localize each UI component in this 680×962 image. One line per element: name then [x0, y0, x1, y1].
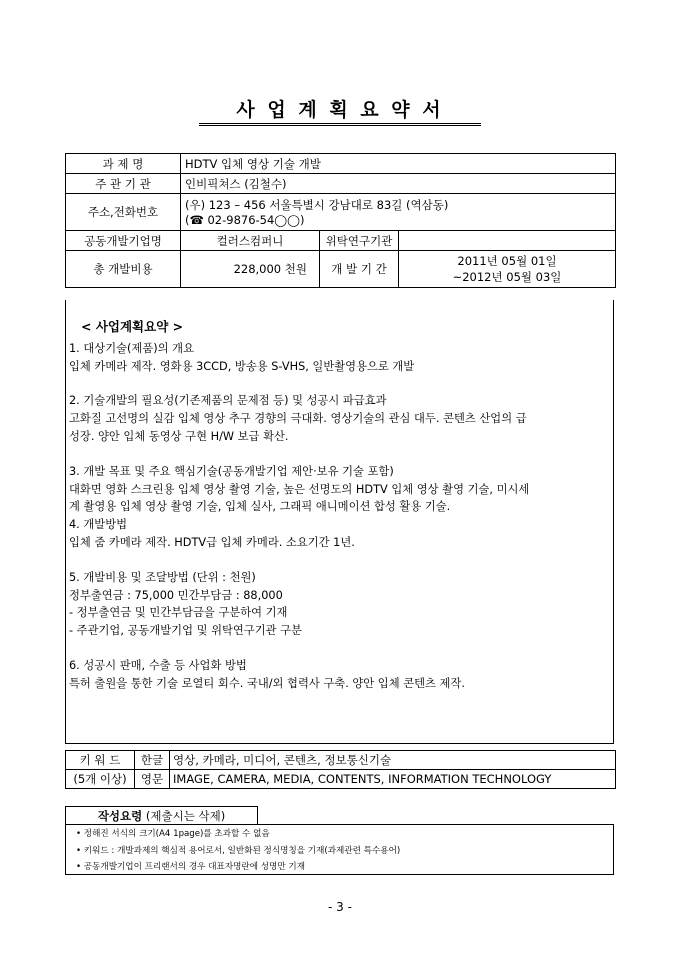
joint-dev-value: 컬러스컴퍼니: [181, 231, 320, 251]
keywords-en-value: IMAGE, CAMERA, MEDIA, CONTENTS, INFORMATION TECHNOLOGY: [170, 770, 616, 789]
address-cell: [181, 194, 616, 231]
phone-value: (☎ 02-9876-54◯◯): [185, 213, 305, 227]
section-1-body: 입체 카메라 제작. 영화용 3CCD, 방송용 S-VHS, 일반촬영용으로 개발: [69, 359, 415, 373]
research-value: [399, 231, 616, 251]
section-6-body: 특허 출원을 통한 기술 로열티 회수. 국내/외 협력사 구축. 양안 입체 콘텐츠 제작.: [69, 676, 465, 690]
writing-guide-title-bold: 작성요령: [97, 809, 143, 823]
cost-label: 총 개발비용: [66, 251, 181, 288]
period-cell: [399, 251, 616, 288]
project-name-label: 과 제 명: [66, 154, 181, 174]
writing-guide-box: [65, 824, 614, 875]
writing-guide-title: [65, 806, 258, 825]
section-2-body-1: 고화질 고선명의 실감 입체 영상 추구 경향의 극대화. 영상기술의 관심 대두. 콘텐츠 산업의 급: [69, 412, 527, 426]
guide-item: • 공동개발기업이 프리랜서의 경우 대표자명란에 성명만 기재: [76, 862, 305, 872]
lead-org-value: 인비픽쳐스 (김철수): [181, 174, 616, 194]
section-2-title: 2. 기술개발의 필요성(기존제품의 문제점 등) 및 성공시 파급효과: [69, 394, 387, 408]
section-5-title: 5. 개발비용 및 조달방법 (단위 : 천원): [69, 570, 256, 584]
guide-item: • 정해진 서식의 크기(A4 1page)를 초과할 수 없음: [76, 829, 270, 839]
section-5-body-3: - 주관기업, 공동개발기업 및 위탁연구기관 구분: [69, 624, 302, 638]
address-value: (우) 123 – 456 서울특별시 강남대로 83길 (역삼동): [185, 198, 449, 212]
period-start: 2011년 05월 01일: [457, 254, 557, 268]
period-end: ~2012년 05월 03일: [452, 270, 562, 284]
keywords-label: 키 워 드: [66, 751, 135, 770]
guide-item: • 키워드 : 개발과제의 핵심적 용어로서, 일반화된 정식명칭을 기재(과제관련 특수용어): [76, 845, 401, 856]
keywords-ko-value: 영상, 카메라, 미디어, 콘텐츠, 정보통신기술: [170, 751, 616, 770]
project-info-table: [65, 153, 616, 288]
keywords-table: [65, 750, 616, 789]
project-name-value: HDTV 입체 영상 기술 개발: [181, 154, 616, 174]
joint-dev-label: 공동개발기업명: [66, 231, 181, 251]
section-6-title: 6. 성공시 판매, 수출 등 사업화 방법: [69, 658, 247, 672]
section-3-body-1: 대화면 영화 스크린용 입체 영상 촬영 기술, 높은 선명도의 HDTV 입체 영상 촬영 기술, 미시세: [69, 482, 530, 496]
writing-guide-title-rest: (제출시는 삭제): [142, 809, 226, 823]
period-label: 개 발 기 간: [320, 251, 399, 288]
section-4-title: 4. 개발방법: [69, 518, 128, 532]
keywords-ko-label: 한글: [135, 751, 170, 770]
section-3-body-2: 계 촬영용 입체 영상 촬영 기술, 입체 실사, 그래픽 애니메이션 합성 활용 기술.: [69, 500, 451, 514]
keywords-count-label: (5개 이상): [66, 770, 135, 789]
research-label: 위탁연구기관: [320, 231, 399, 251]
cost-value: 228,000 천원: [181, 251, 320, 288]
page-number: - 3 -: [328, 900, 352, 914]
keywords-en-label: 영문: [135, 770, 170, 789]
address-label: 주소,전화번호: [66, 194, 181, 231]
lead-org-label: 주 관 기 관: [66, 174, 181, 194]
business-plan-summary: [65, 300, 614, 744]
section-3-title: 3. 개발 목표 및 주요 핵심기술(공동개발기업 제안·보유 기술 포함): [69, 464, 394, 478]
summary-heading: < 사업계획요약 >: [81, 319, 184, 334]
document-title: 사 업 계 획 요 약 서: [199, 95, 481, 126]
section-1-title: 1. 대상기술(제품)의 개요: [69, 341, 194, 355]
section-5-body-1: 정부출연금 : 75,000 민간부담금 : 88,000: [69, 588, 283, 602]
section-2-body-2: 성장. 양안 입체 동영상 구현 H/W 보급 확산.: [69, 429, 289, 443]
section-5-body-2: - 정부출연금 및 민간부담금을 구분하여 기재: [69, 606, 288, 620]
section-4-body: 입체 줌 카메라 제작. HDTV급 입체 카메라. 소요기간 1년.: [69, 535, 355, 549]
